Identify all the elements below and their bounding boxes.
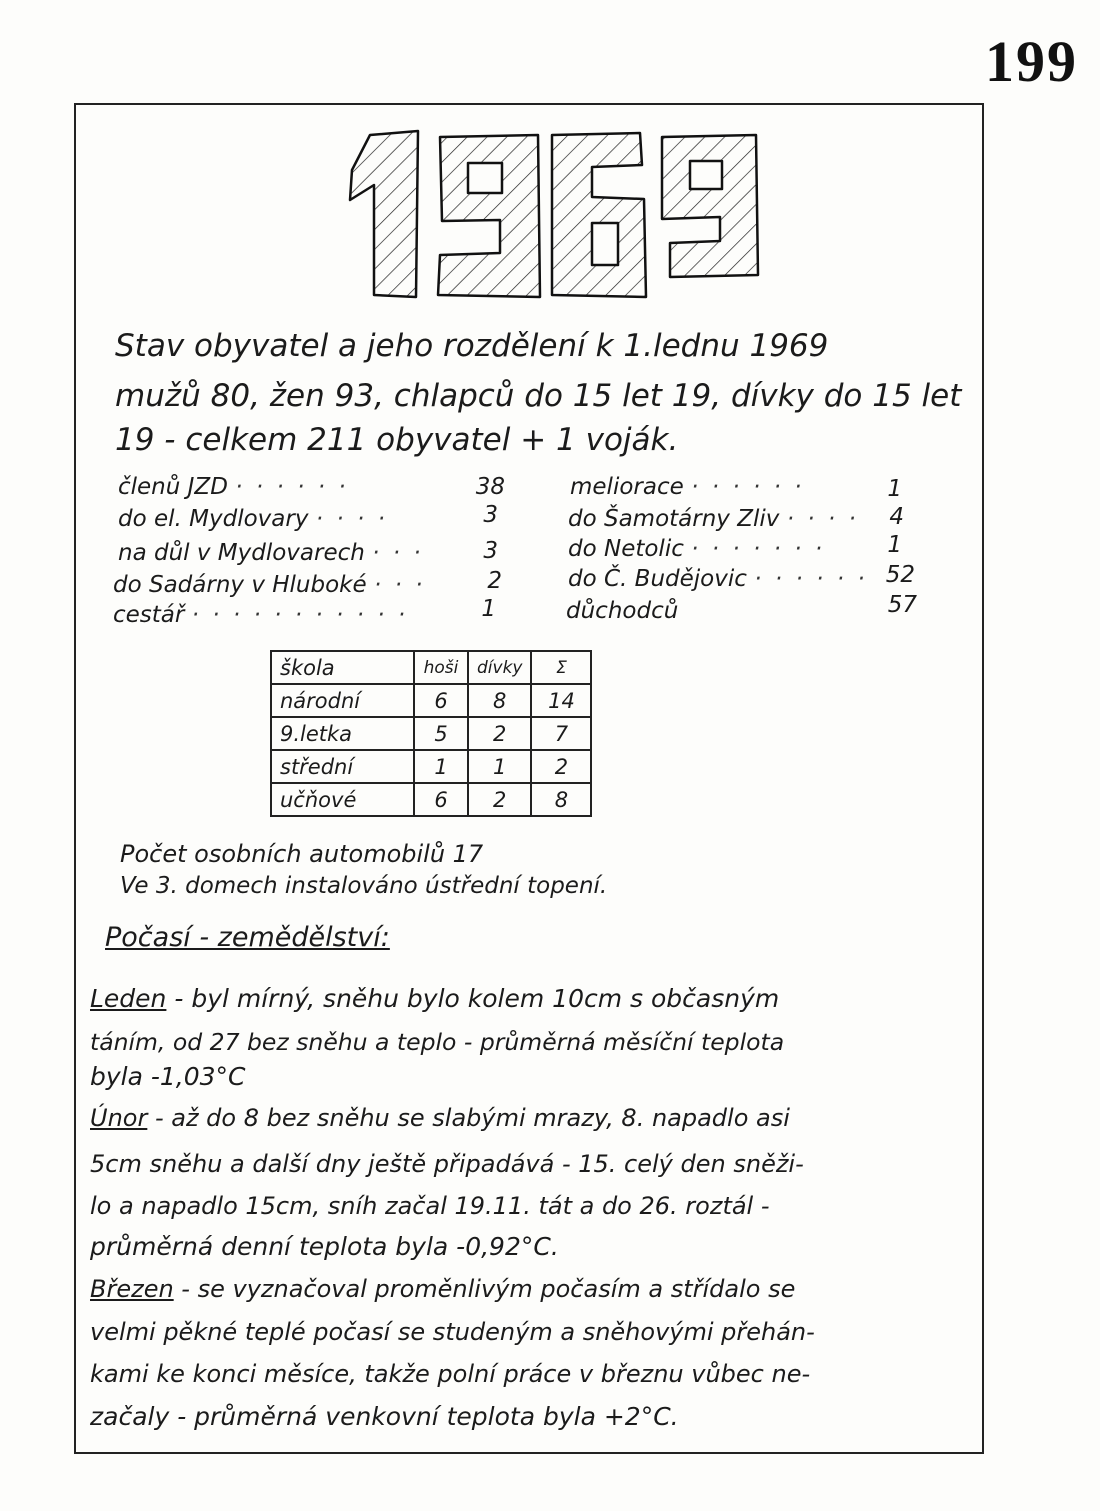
intro-line-3: 19 - celkem 211 obyvatel + 1 voják. (115, 422, 679, 458)
list-item: na důl v Mydlovarech · · · (118, 540, 424, 566)
table-cell: 8 (531, 783, 591, 816)
weather-line: průměrná denní teplota byla -0,92°C. (90, 1232, 559, 1261)
page-number: 199 (985, 29, 1078, 94)
weather-line: Leden - byl mírný, sněhu bylo kolem 10cm s občasným (90, 984, 780, 1013)
table-cell: 6 (414, 684, 468, 717)
year-digit-nine-first (438, 135, 540, 297)
month-label: Březen (90, 1275, 174, 1303)
table-cell: 8 (468, 684, 531, 717)
weather-line: byla -1,03°C (90, 1062, 246, 1091)
weather-line: Únor - až do 8 bez sněhu se slabými mrazy, 8. napadlo asi (90, 1104, 790, 1132)
table-cell: střední (271, 750, 414, 783)
list-item: do Č. Budějovic · · · · · · (568, 566, 868, 592)
list-item-value: 1 (887, 532, 902, 558)
month-label: Únor (90, 1104, 148, 1132)
table-header-cell: dívky (468, 651, 531, 684)
intro-line-1: Stav obyvatel a jeho rozdělení k 1.lednu 1969 (115, 328, 829, 364)
table-header-cell: Σ (531, 651, 591, 684)
list-item-value: 1 (481, 596, 496, 622)
year-digit-nine-second (662, 135, 758, 277)
year-heading-graphic (340, 125, 780, 310)
weather-line: táním, od 27 bez sněhu a teplo - průměrná měsíční teplota (90, 1028, 785, 1056)
table-header-row (271, 651, 591, 684)
table-cell: 1 (414, 750, 468, 783)
table-cell: 6 (414, 783, 468, 816)
weather-line: lo a napadlo 15cm, sníh začal 19.11. tát a do 26. roztál - (90, 1192, 770, 1220)
list-item: do Šamotárny Zliv · · · · (568, 506, 859, 532)
list-item: do Sadárny v Hluboké · · · (113, 572, 426, 598)
list-item-value: 57 (887, 592, 917, 618)
list-item-value: 2 (487, 568, 502, 594)
table-cell: národní (271, 684, 414, 717)
table-cell: 2 (468, 717, 531, 750)
list-item-value: 52 (885, 562, 915, 588)
list-item-value: 3 (483, 538, 498, 564)
year-digit-one (350, 131, 418, 297)
table-cell: 2 (468, 783, 531, 816)
table-header-cell: škola (271, 651, 414, 684)
list-item: do Netolic · · · · · · · (568, 536, 826, 562)
table-header-cell: hoši (414, 651, 468, 684)
table-cell: 14 (531, 684, 591, 717)
table-cell: učňové (271, 783, 414, 816)
weather-line: velmi pěkné teplé počasí se studeným a sněhovými přehán- (90, 1318, 815, 1346)
table-row (271, 684, 591, 717)
year-digit-six (552, 133, 646, 297)
list-item: do el. Mydlovary · · · · (118, 506, 388, 532)
table-cell: 9.letka (271, 717, 414, 750)
table-row (271, 783, 591, 816)
month-label: Leden (90, 984, 167, 1013)
table-row (271, 750, 591, 783)
table-row (271, 717, 591, 750)
table-cell: 1 (468, 750, 531, 783)
section-heading: Počasí - zemědělství: (105, 922, 390, 953)
list-item: cestář · · · · · · · · · · · (113, 602, 409, 628)
list-item: meliorace · · · · · · (570, 474, 805, 500)
list-item-value: 1 (887, 476, 902, 502)
list-item: důchodců (566, 598, 679, 624)
cars-line: Počet osobních automobilů 17 (120, 840, 484, 868)
list-item-value: 3 (483, 502, 498, 528)
table-cell: 7 (531, 717, 591, 750)
list-item-value: 38 (475, 474, 505, 500)
table-cell: 5 (414, 717, 468, 750)
weather-line: Březen - se vyznačoval proměnlivým počasím a střídalo se (90, 1275, 796, 1303)
table-cell: 2 (531, 750, 591, 783)
weather-line: kami ke konci měsíce, takže polní práce v březnu vůbec ne- (90, 1360, 811, 1388)
school-table (270, 650, 592, 817)
weather-line: 5cm sněhu a další dny ještě připadává - 15. celý den sněži- (90, 1150, 804, 1178)
list-item-value: 4 (889, 504, 904, 530)
heating-line: Ve 3. domech instalováno ústřední topení. (120, 873, 608, 899)
weather-line: začaly - průměrná venkovní teplota byla +2°C. (90, 1402, 679, 1431)
intro-line-2: mužů 80, žen 93, chlapců do 15 let 19, dívky do 15 let (115, 378, 962, 414)
list-item: členů JZD · · · · · · (118, 474, 349, 500)
